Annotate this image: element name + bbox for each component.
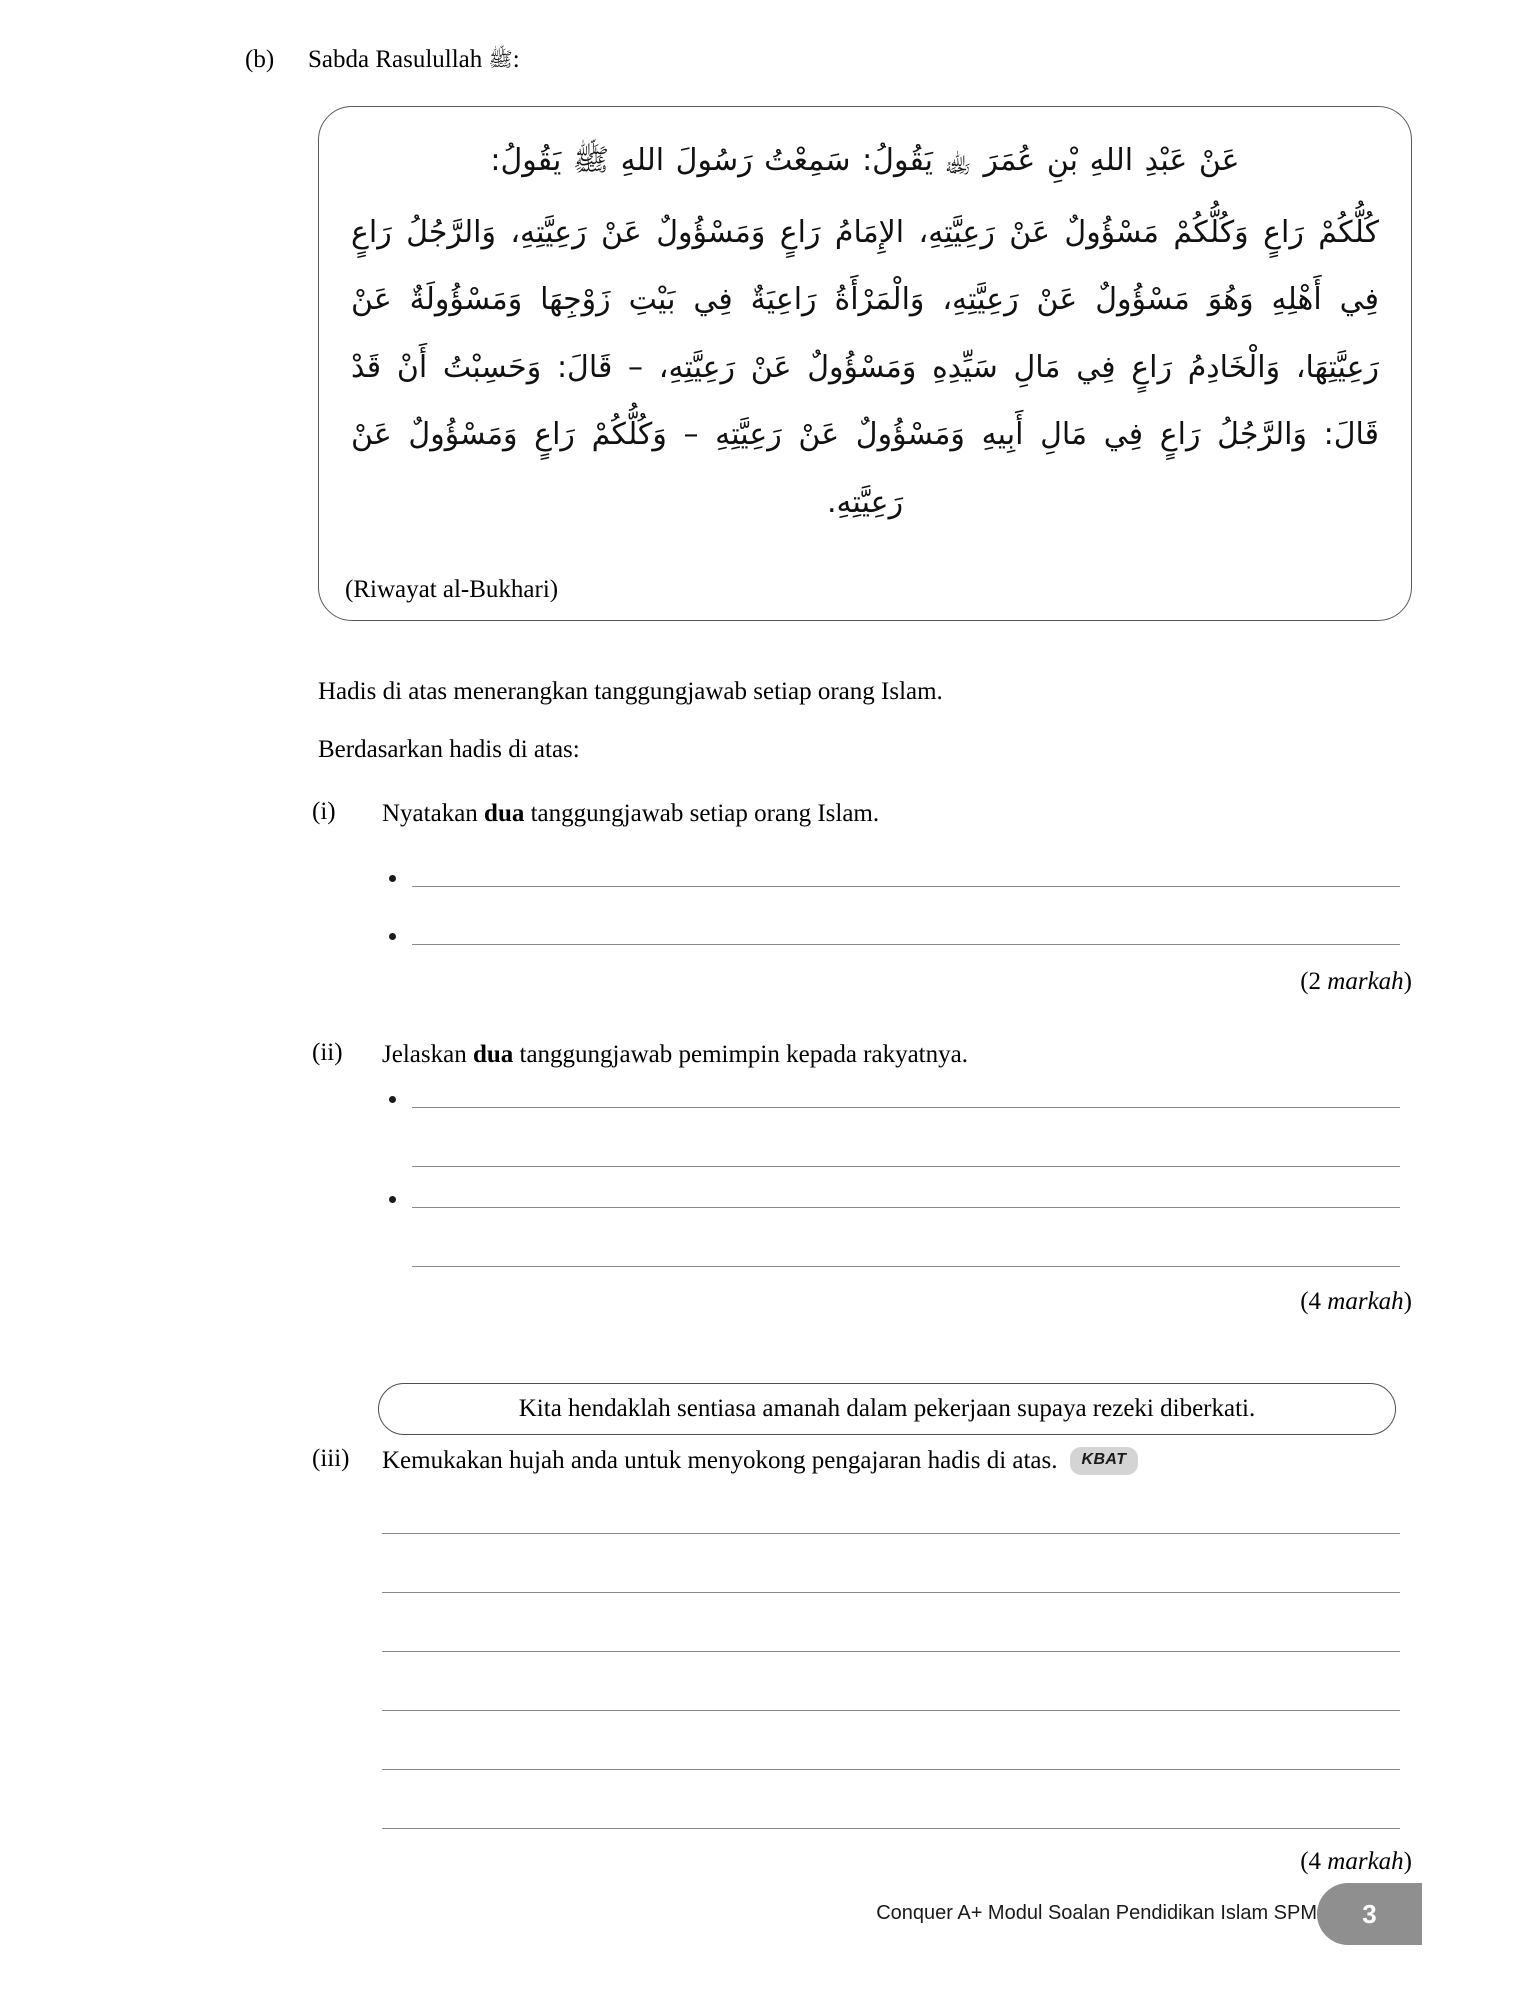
marks-ii [1300, 1288, 1412, 1316]
marks-i-prefix: (2 [1300, 968, 1328, 995]
question-stem [308, 44, 520, 77]
kbat-badge: KBAT [1070, 1447, 1139, 1475]
answer-line[interactable] [412, 886, 1400, 887]
sallallahu-alayhi-wasallam-icon: ﷺ [488, 47, 513, 71]
answer-bullet [389, 1196, 396, 1203]
hadith-source: (Riwayat al-Bukhari) [345, 576, 559, 603]
answer-line[interactable] [412, 1166, 1400, 1167]
answer-line[interactable] [412, 1266, 1400, 1267]
subquestion-i-numeral: (i) [312, 798, 336, 825]
subquestion-ii-text-before: Jelaskan [382, 1041, 473, 1068]
subquestion-iii [312, 1445, 1412, 1478]
footer-title: Conquer A+ Modul Soalan Pendidikan Islam SPM [876, 1902, 1317, 1924]
statement-text: Kita hendaklah sentiasa amanah dalam pekerjaan supaya rezeki diberkati. [518, 1395, 1256, 1422]
answer-line[interactable] [412, 944, 1400, 945]
answer-line[interactable] [382, 1710, 1400, 1711]
answer-line[interactable] [382, 1651, 1400, 1652]
intro-line-1: Hadis di atas menerangkan tanggungjawab setiap orang Islam. [318, 678, 943, 705]
subquestion-ii-text-after: tanggungjawab pemimpin kepada rakyatnya. [513, 1041, 968, 1068]
answer-line[interactable] [382, 1533, 1400, 1534]
question-letter: (b) [245, 46, 275, 73]
answer-line[interactable] [412, 1207, 1400, 1208]
hadith-arabic-text [345, 125, 1385, 536]
page-number-tab [1317, 1883, 1422, 1945]
statement-box [378, 1383, 1396, 1435]
marks-iii [1300, 1848, 1412, 1876]
marks-ii-prefix: (4 [1300, 1288, 1328, 1315]
subquestion-ii [312, 1039, 1412, 1072]
subquestion-i-text-before: Nyatakan [382, 800, 485, 827]
subquestion-ii-numeral: (ii) [312, 1039, 343, 1066]
marks-iii-prefix: (4 [1300, 1848, 1328, 1875]
subquestion-ii-emphasis: dua [472, 1041, 514, 1068]
hadith-box [318, 106, 1412, 621]
hadith-matn: كُلُّكُمْ رَاعٍ وَكُلُّكُمْ مَسْؤُولٌ عَنْ رَعِيَّتِهِ، الإِمَامُ رَاعٍ وَمَسْؤُولٌ عَنْ رَعِيَّتِهِ، وَالرَّجُلُ رَاعٍ فِي أَهْلِهِ وَهُوَ مَسْؤُولٌ عَنْ رَعِيَّتِهِ، وَالْمَرْأَةُ رَاعِيَةٌ فِي بَيْتِ زَوْجِهَا وَمَسْؤُولَةٌ عَنْ رَعِيَّتِهَا، وَالْخَادِمُ رَاعٍ فِي مَالِ سَيِّدِهِ وَمَسْؤُولٌ عَنْ رَعِيَّتِهِ، – قَالَ: وَحَسِبْتُ أَنْ قَدْ قَالَ: وَالرَّجُلُ رَاعٍ فِي مَالِ أَبِيهِ وَمَسْؤُولٌ عَنْ رَعِيَّتِهِ – وَكُلُّكُمْ رَاعٍ وَمَسْؤُولٌ عَنْ رَعِيَّتِهِ. [351, 214, 1379, 520]
answer-line[interactable] [382, 1592, 1400, 1593]
marks-i-word: markah [1327, 968, 1404, 995]
marks-i-suffix: ) [1403, 968, 1412, 995]
subquestion-i-emphasis: dua [484, 800, 525, 827]
question-b-heading [245, 44, 1245, 77]
marks-ii-word: markah [1327, 1288, 1404, 1315]
answer-line[interactable] [382, 1769, 1400, 1770]
subquestion-i [312, 798, 1412, 831]
hadith-isnad-line: عَنْ عَبْدِ اللهِ بْنِ عُمَرَ ﵀ يَقُولُ: سَمِعْتُ رَسُولَ اللهِ ﷺ يَقُولُ: [490, 143, 1240, 178]
subquestion-ii-text [382, 1039, 1412, 1072]
answer-bullet [389, 1096, 396, 1103]
subquestion-iii-text-before: Kemukakan hujah anda untuk menyokong pengajaran hadis di atas. [382, 1447, 1058, 1474]
marks-iii-word: markah [1327, 1848, 1404, 1875]
subquestion-i-text [382, 798, 1412, 831]
answer-bullet [389, 875, 396, 882]
marks-ii-suffix: ) [1403, 1288, 1412, 1315]
intro-line-2: Berdasarkan hadis di atas: [318, 736, 580, 763]
marks-iii-suffix: ) [1403, 1848, 1412, 1875]
answer-line[interactable] [382, 1828, 1400, 1829]
answer-line[interactable] [412, 1107, 1400, 1108]
subquestion-i-text-after: tanggungjawab setiap orang Islam. [524, 800, 880, 827]
subquestion-iii-numeral: (iii) [312, 1445, 350, 1472]
subquestion-iii-text [382, 1445, 1412, 1478]
answer-bullet [389, 933, 396, 940]
marks-i [1300, 968, 1412, 996]
question-stem-text: Sabda Rasulullah [308, 46, 483, 73]
page-number: 3 [1362, 1898, 1377, 1929]
question-stem-colon: : [512, 46, 520, 73]
